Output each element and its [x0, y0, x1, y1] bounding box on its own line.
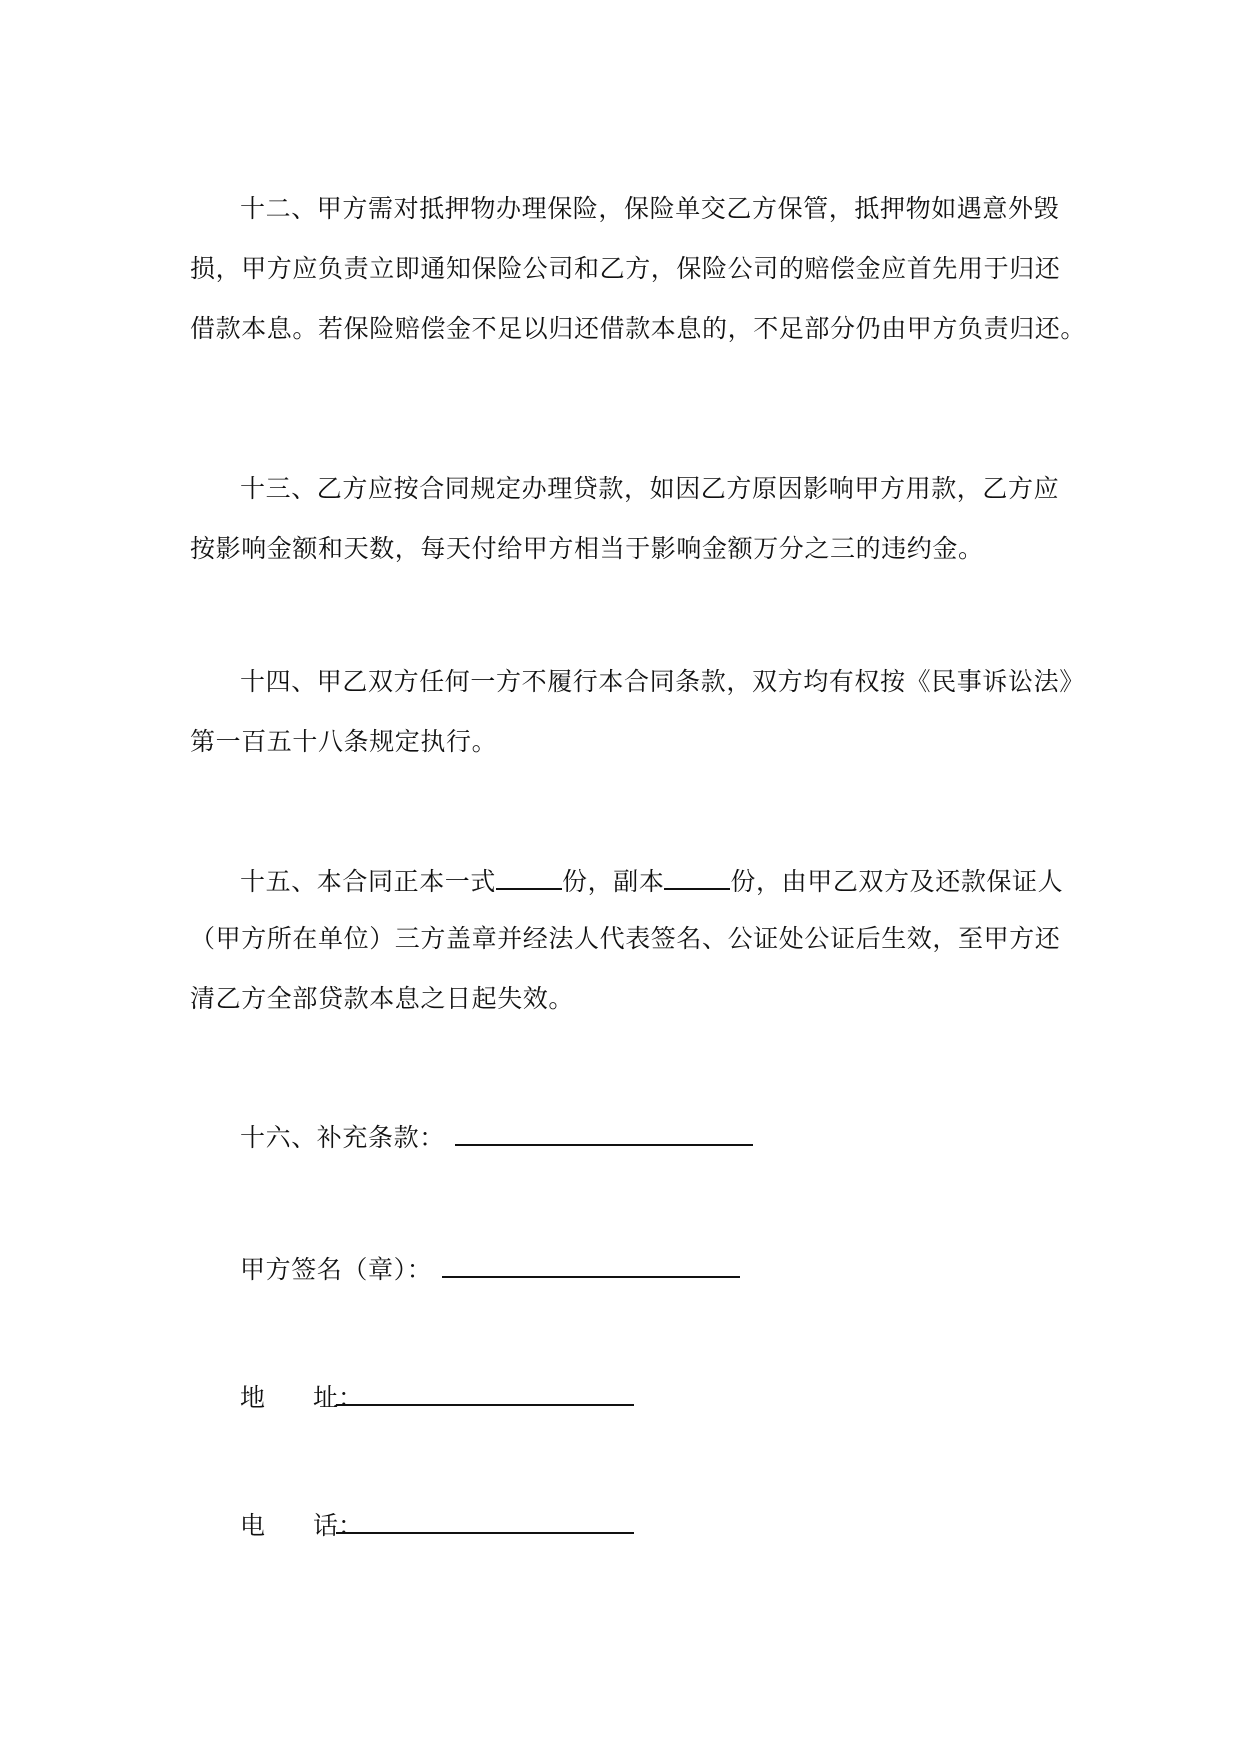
clause-15-text-c: 份，由甲乙双方及还款保证人 [730, 867, 1064, 896]
address-label [240, 1381, 364, 1415]
supplementary-terms-blank[interactable] [455, 1118, 753, 1146]
phone-blank[interactable] [336, 1506, 634, 1534]
clause-15-text-b: 份，副本 [562, 867, 665, 896]
address-line [240, 1378, 634, 1415]
clause-15-line-1 [240, 862, 1063, 899]
address-label-char-2: 址： [313, 1383, 364, 1412]
clause-12-line-1: 十二、甲方需对抵押物办理保险，保险单交乙方保管，抵押物如遇意外毁 [240, 194, 1060, 223]
clause-14-line-1: 十四、甲乙双方任何一方不履行本合同条款，双方均有权按《民事诉讼法》 [240, 667, 1085, 696]
phone-label-char-2: 话： [313, 1511, 364, 1540]
duplicate-copies-blank[interactable] [664, 862, 730, 890]
clause-15-text-a: 十五、本合同正本一式 [240, 867, 497, 896]
clause-13-line-1: 十三、乙方应按合同规定办理贷款，如因乙方原因影响甲方用款，乙方应 [240, 474, 1060, 503]
clause-12-line-2: 损，甲方应负责立即通知保险公司和乙方，保险公司的赔偿金应首先用于归还 [190, 254, 1061, 283]
address-blank[interactable] [336, 1378, 634, 1406]
clause-13-line-2: 按影响金额和天数，每天付给甲方相当于影响金额万分之三的违约金。 [190, 534, 984, 563]
supplementary-terms-label: 十六、补充条款： [240, 1123, 445, 1152]
clause-16-line [240, 1118, 753, 1155]
clause-14-line-2: 第一百五十八条规定执行。 [190, 727, 498, 756]
party-a-signature-line [240, 1250, 740, 1287]
party-a-signature-label: 甲方签名（章）： [240, 1255, 433, 1284]
clause-15-line-2: （甲方所在单位）三方盖章并经法人代表签名、公证处公证后生效，至甲方还 [190, 924, 1061, 953]
phone-label-char-1: 电 [240, 1511, 266, 1540]
party-a-signature-blank[interactable] [442, 1250, 740, 1278]
phone-label [240, 1509, 364, 1543]
original-copies-blank[interactable] [496, 862, 562, 890]
phone-line [240, 1506, 634, 1543]
clause-15-line-3: 清乙方全部贷款本息之日起失效。 [190, 984, 575, 1013]
address-label-char-1: 地 [240, 1383, 266, 1412]
clause-12-line-3: 借款本息。若保险赔偿金不足以归还借款本息的，不足部分仍由甲方负责归还。 [190, 314, 1087, 343]
